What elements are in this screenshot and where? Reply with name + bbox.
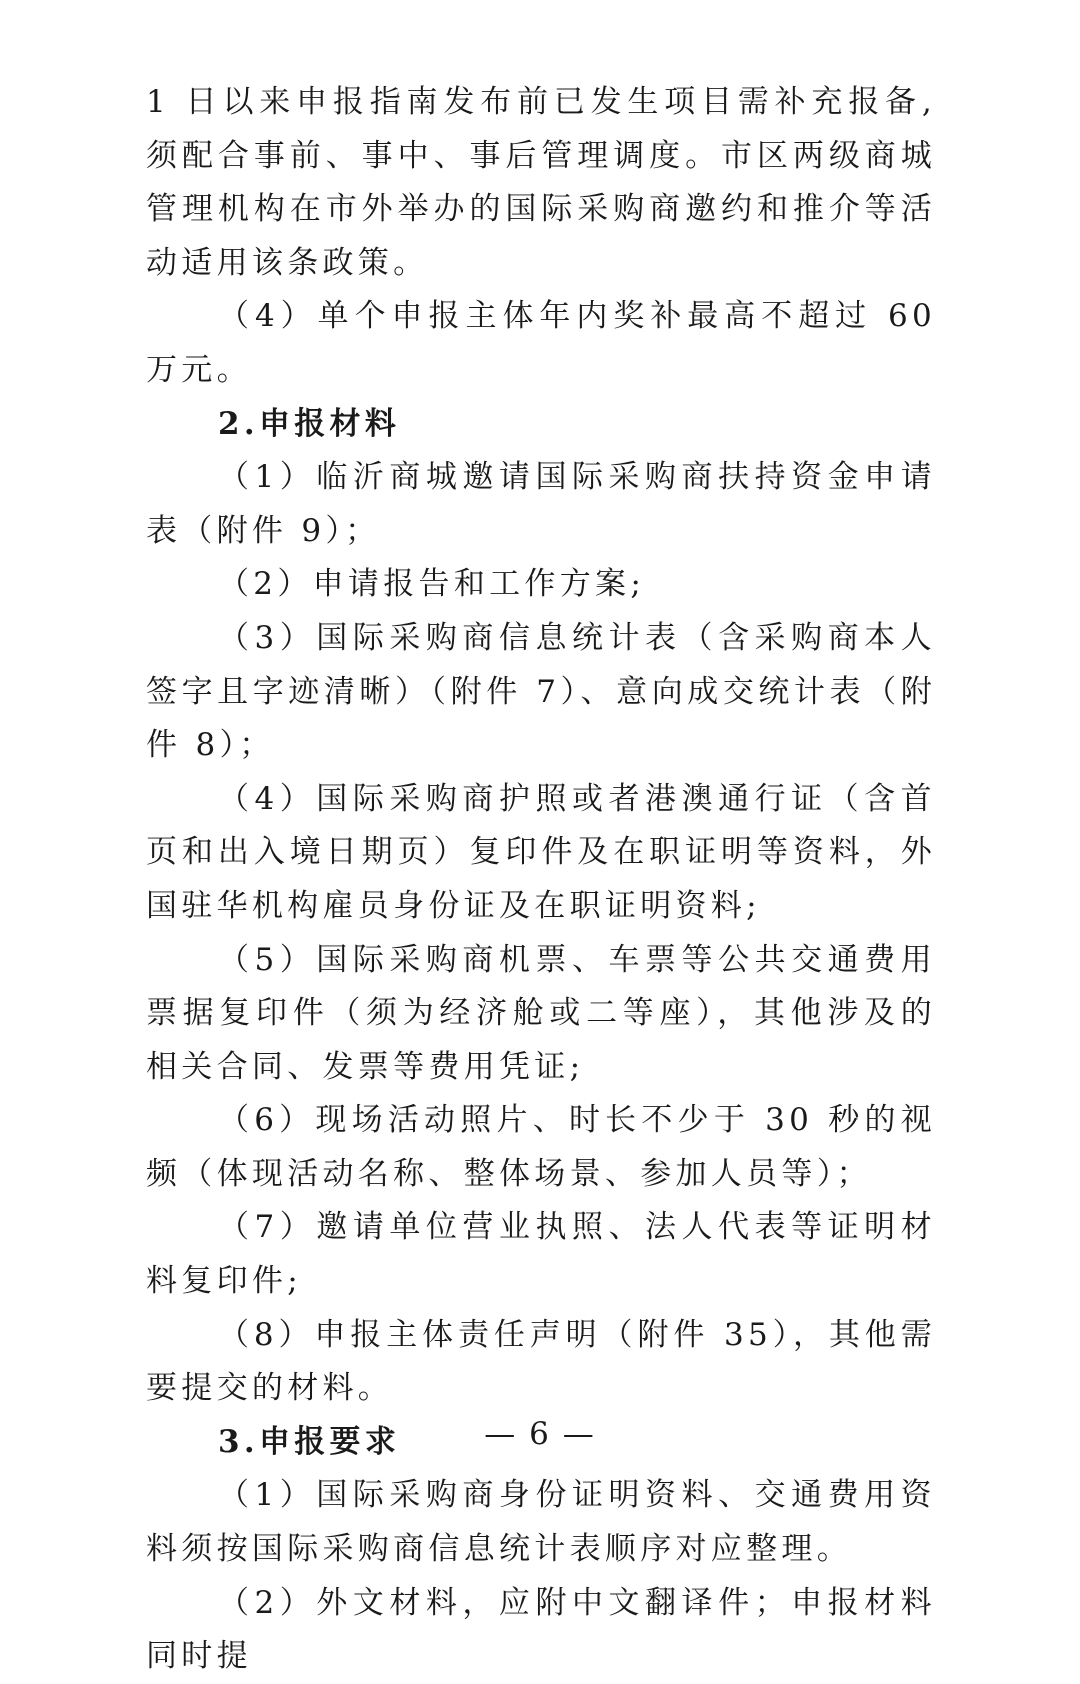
list-item: （6）现场活动照片、时长不少于 30 秒的视频（体现活动名称、整体场景、参加人员等）； — [146, 1102, 936, 1192]
list-item: （5）国际采购商机票、车票等公共交通费用票据复印件（须为经济舱或二等座），其他涉及的相关合同、发票等费用凭证; — [146, 941, 936, 1085]
list-item: （2）外文材料，应附中文翻译件；申报材料同时提 — [146, 1584, 936, 1675]
section-heading-requirements: 3.申报要求 — [218, 1423, 401, 1460]
list-item: （8）申报主体责任声明（附件 35），其他需要提交的材料。 — [146, 1316, 936, 1407]
list-item: （3）国际采购商信息统计表（含采购商本人签字且字迹清晰）（附件 7）、意向成交统计表（附件 8）； — [146, 619, 936, 764]
list-item: （4）单个申报主体年内奖补最高不超过 60 万元。 — [146, 298, 936, 388]
list-item: （1）临沂商城邀请国际采购商扶持资金申请表（附件 9）； — [146, 459, 936, 549]
page-number: — 6 — — [484, 1416, 596, 1452]
list-item: （2）申请报告和工作方案; — [218, 566, 646, 603]
list-item: （7）邀请单位营业执照、法人代表等证明材料复印件; — [146, 1209, 936, 1300]
list-item: （4）国际采购商护照或者港澳通行证（含首页和出入境日期页）复印件及在职证明等资料，外国驻华机构雇员身份证及在职证明资料; — [146, 780, 936, 924]
list-item: （1）国际采购商身份证明资料、交通费用资料须按国际采购商信息统计表顺序对应整理。 — [146, 1477, 936, 1568]
paragraph-continuation: 1 日以来申报指南发布前已发生项目需补充报备,须配合事前、事中、事后管理调度。市区两级商城管理机构在市外举办的国际采购商邀约和推介等活动适用该条政策。 — [146, 84, 936, 281]
section-heading-materials: 2.申报材料 — [218, 405, 401, 442]
